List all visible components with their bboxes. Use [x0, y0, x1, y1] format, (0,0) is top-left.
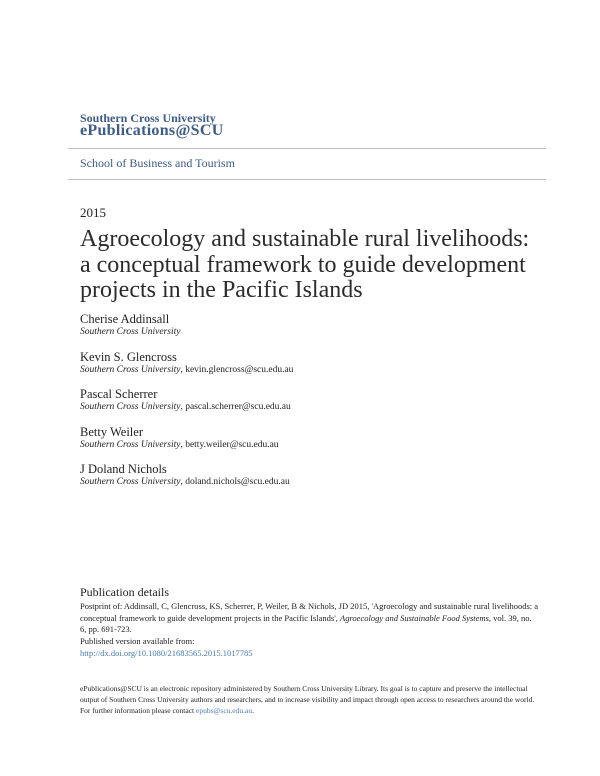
- affiliation-text: Southern Cross University: [80, 364, 181, 375]
- affiliation-text: Southern Cross University: [80, 439, 181, 450]
- author-name: Pascal Scherrer: [80, 387, 158, 401]
- author-affiliation: [80, 477, 290, 487]
- citation-volume: , vol. 39, no. 6, pp. 691-723.: [80, 612, 532, 635]
- available-label: Published version available from:: [80, 636, 195, 647]
- divider: [68, 148, 546, 149]
- author-affiliation: [80, 327, 180, 337]
- divider: [68, 179, 546, 180]
- author-name: Kevin S. Glencross: [80, 349, 177, 364]
- doi-link[interactable]: http://dx.doi.org/10.1080/21683565.2015.1017785: [80, 647, 253, 658]
- footer-text: ePublications@SCU is an electronic repository administered by Southern Cross University Library. Its goal is to capture and preserve the intellectual output of Southern Cross University authors and researchers, and to increase visibility and impact through open access to researchers around the world. For further information please contact: [80, 684, 535, 715]
- contact-email-link[interactable]: epubs@scu.edu.au: [196, 706, 253, 715]
- author-affiliation: [80, 440, 279, 450]
- affiliation-text: Southern Cross University: [80, 402, 181, 412]
- paper-title: Agroecology and sustainable rural livelihoods: a conceptual framework to guide development projects in the Pacific Islands: [80, 226, 530, 303]
- year: 2015: [80, 205, 106, 220]
- footer-end: .: [252, 706, 254, 715]
- repository-name[interactable]: ePublications@SCU: [80, 122, 224, 139]
- repository-footer: [80, 683, 535, 716]
- author-name: Betty Weiler: [80, 424, 143, 439]
- university-name: Southern Cross University: [80, 111, 216, 125]
- author-email: , betty.weiler@scu.edu.au: [180, 439, 279, 450]
- school-link[interactable]: School of Business and Tourism: [80, 156, 235, 170]
- author-affiliation: [80, 402, 291, 412]
- publication-details-heading: Publication details: [80, 585, 169, 599]
- author-email: , doland.nichols@scu.edu.au: [180, 477, 290, 487]
- affiliation-text: Southern Cross University: [80, 327, 181, 337]
- citation-text: Postprint of: Addinsall, C, Glencross, KS, Scherrer, P, Weiler, B & Nichols, JD 2015, 'Agroecology and sustainable rural livelihoods: a conceptual framework to guide development projects in the Pacific Islands',: [80, 601, 539, 623]
- author-affiliation: [80, 365, 293, 375]
- publication-citation: [80, 601, 540, 660]
- author-name: Cherise Addinsall: [80, 312, 170, 326]
- affiliation-text: Southern Cross University: [80, 477, 181, 487]
- author-email: , pascal.scherrer@scu.edu.au: [180, 402, 291, 412]
- author-email: , kevin.glencross@scu.edu.au: [180, 364, 294, 375]
- author-name: J Doland Nichols: [80, 462, 167, 476]
- journal-name: Agroecology and Sustainable Food Systems: [340, 612, 489, 623]
